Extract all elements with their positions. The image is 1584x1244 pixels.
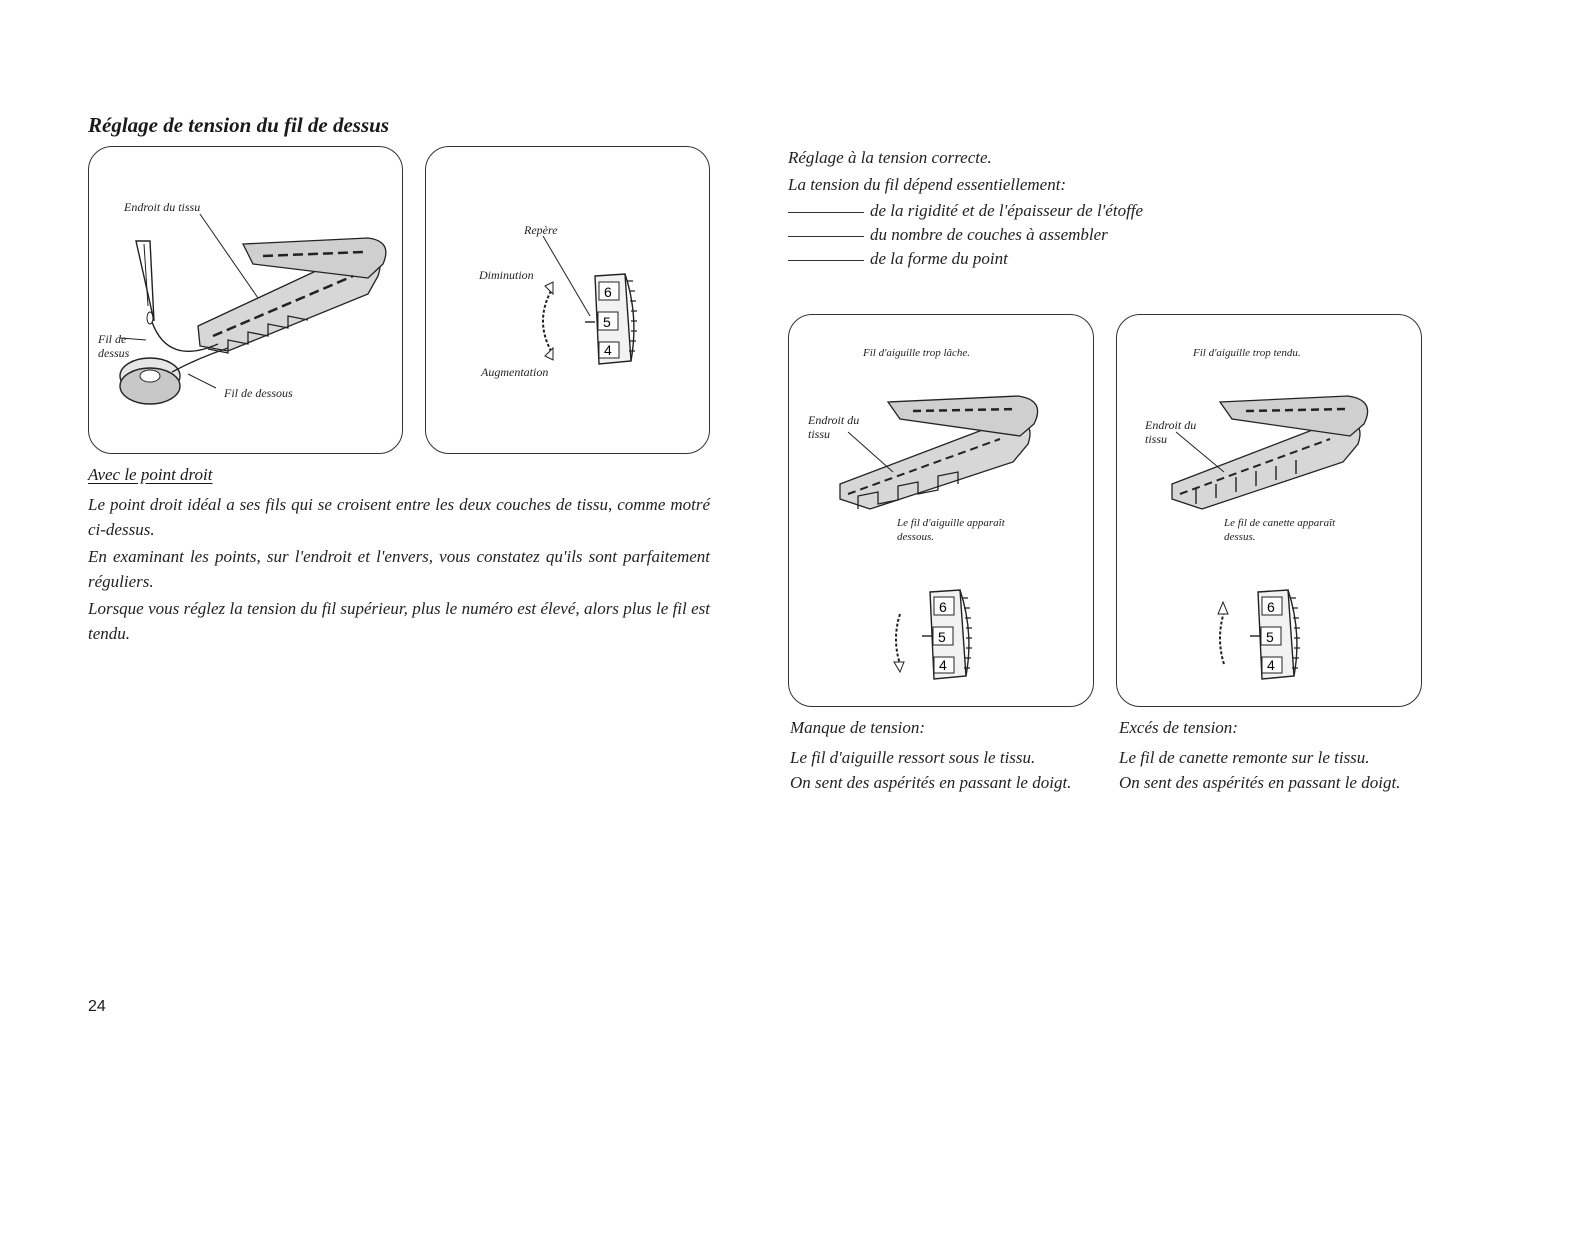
tension-factor-item: de la forme du point	[788, 247, 1008, 271]
straight-stitch-paragraph-2: En examinant les points, sur l'endroit et l'envers, vous constatez qu'ils sont parfaitement réguliers.	[88, 547, 710, 591]
stitch-diagram-illustration	[88, 146, 403, 454]
label-fabric-right-side: Endroit du tissu	[124, 200, 201, 214]
tight-panel-title: Fil d'aiguille trop tendu.	[1193, 347, 1301, 359]
loose-caption-line2: On sent des aspérités en passant le doigt.	[790, 773, 1072, 792]
label-upper-thread-line2: dessus	[98, 346, 130, 360]
loose-caption-title: Manque de tension:	[790, 718, 926, 737]
tight-dial-number-5: 5	[1266, 629, 1274, 645]
label-decrease: Diminution	[479, 268, 534, 282]
tight-dial-number-6: 6	[1267, 599, 1275, 615]
tension-factor-item: du nombre de couches à assembler	[788, 223, 1108, 247]
straight-stitch-heading: Avec le point droit	[88, 465, 213, 484]
straight-stitch-paragraph-3: Lorsque vous réglez la tension du fil supérieur, plus le numéro est élevé, alors plus le fil est tendu.	[88, 599, 710, 643]
tight-tension-illustration	[1116, 314, 1422, 707]
label-upper-thread-line1: Fil de	[98, 332, 127, 346]
tension-dial-illustration	[425, 146, 710, 454]
label-marker: Repère	[524, 223, 558, 237]
tight-caption-title: Excés de tension:	[1119, 718, 1238, 737]
loose-tension-illustration	[788, 314, 1094, 707]
correct-tension-line1: Réglage à la tension correcte.	[788, 148, 992, 167]
tight-note-line2: dessus.	[1224, 531, 1256, 543]
loose-caption-line1: Le fil d'aiguille ressort sous le tissu.	[790, 748, 1036, 767]
loose-note-line1: Le fil d'aiguille apparaît	[897, 517, 1005, 529]
loose-label-fabric-line2: tissu	[808, 427, 831, 441]
correct-tension-line2: La tension du fil dépend essentiellement:	[788, 175, 1067, 194]
dial-number-6: 6	[604, 284, 612, 300]
loose-panel-title: Fil d'aiguille trop lâche.	[863, 347, 971, 359]
dial-number-5: 5	[603, 314, 611, 330]
straight-stitch-paragraph-1: Le point droit idéal a ses fils qui se croisent entre les deux couches de tissu, comme motré ci-dessus.	[88, 495, 710, 539]
tight-note-line1: Le fil de canette apparaît	[1224, 517, 1336, 529]
tight-label-fabric-line1: Endroit du	[1145, 418, 1197, 432]
loose-dial-number-6: 6	[939, 599, 947, 615]
label-increase: Augmentation	[481, 365, 549, 379]
label-lower-thread: Fil de dessous	[224, 386, 293, 400]
tight-caption-line2: On sent des aspérités en passant le doigt.	[1119, 773, 1401, 792]
loose-dial-number-5: 5	[938, 629, 946, 645]
tight-label-fabric-line2: tissu	[1145, 432, 1168, 446]
tight-dial-number-4: 4	[1267, 657, 1275, 673]
loose-dial-number-4: 4	[939, 657, 947, 673]
tight-caption-line1: Le fil de canette remonte sur le tissu.	[1119, 748, 1370, 767]
section-title: Réglage de tension du fil de dessus	[88, 113, 390, 137]
tension-factor-item: de la rigidité et de l'épaisseur de l'étoffe	[788, 199, 1143, 223]
page-number: 24	[88, 998, 106, 1015]
loose-label-fabric-line1: Endroit du	[808, 413, 860, 427]
loose-note-line2: dessous.	[897, 531, 934, 543]
dial-number-4: 4	[604, 342, 612, 358]
